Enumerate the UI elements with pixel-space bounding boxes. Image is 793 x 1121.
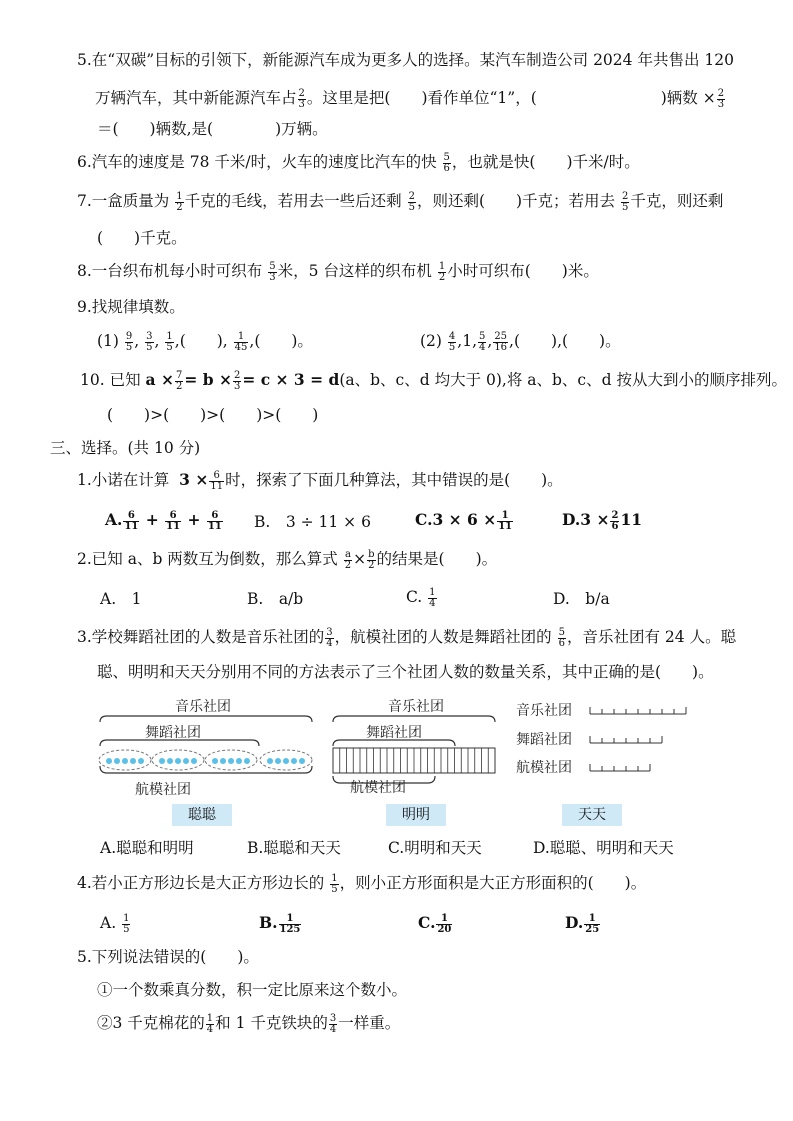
- q5-line3: [97, 119, 328, 139]
- name-tag-mingming: 明明: [386, 804, 446, 826]
- dance-label: 舞蹈社团: [366, 725, 422, 741]
- fraction: [478, 332, 486, 353]
- q9-text: ,( ),( )。: [509, 332, 621, 350]
- fraction: [438, 262, 446, 283]
- denominator: 125: [279, 923, 301, 935]
- numerator: 1: [206, 1012, 214, 1024]
- numerator: 1: [166, 330, 173, 342]
- q5-text: 。这里是把( )看作单位“1”，( )辆数 ×: [306, 89, 716, 107]
- q5-text: 5.在“双碳”目标的引领下，新能源汽车成为更多人的选择。某汽车制造公司 2024 年共售出 120: [77, 51, 734, 69]
- numerator: 3: [146, 330, 153, 342]
- c2-option-b[interactable]: B. a/b: [247, 590, 304, 608]
- c2-text: 的结果是( )。: [376, 550, 498, 568]
- numerator: 1: [123, 912, 130, 924]
- c2-text: 2.已知 a、b 两数互为倒数，那么算式: [77, 550, 338, 568]
- denominator: 25: [585, 923, 600, 935]
- music-label: 音乐社团: [388, 699, 444, 715]
- denominator: 3: [298, 98, 305, 110]
- fraction: [165, 332, 173, 353]
- q7-text: 7.一盒质量为: [77, 192, 170, 210]
- c3-text: ，音乐社团有 24 人。聪: [567, 628, 737, 646]
- denominator: 2: [368, 559, 375, 571]
- music-label: 音乐社团: [516, 703, 572, 719]
- fraction: [436, 914, 452, 935]
- denominator: 5: [166, 341, 173, 353]
- fraction: [344, 550, 352, 571]
- fraction: [558, 628, 566, 649]
- c5-title: [77, 947, 259, 967]
- c4-option-a[interactable]: [100, 913, 131, 935]
- fraction: [209, 471, 224, 492]
- denominator: 11: [498, 520, 513, 532]
- option-label: C.3 × 6 ×: [415, 510, 497, 529]
- denominator: 20: [437, 923, 452, 935]
- fraction: [175, 192, 183, 213]
- denominator: 3: [233, 380, 241, 392]
- denominator: 11: [207, 520, 222, 532]
- q9-text: ,( )。: [249, 332, 313, 350]
- fraction: [206, 1014, 214, 1035]
- fraction: [122, 914, 130, 935]
- q9-text: (2): [420, 332, 442, 350]
- fraction: [123, 511, 139, 532]
- fraction: [325, 628, 333, 649]
- q8-text: 小时可织布( )米。: [447, 262, 599, 280]
- c1-line: [77, 470, 563, 492]
- numerator: 1: [176, 190, 183, 202]
- c3-text: ，航模社团的人数是舞蹈社团的: [334, 628, 552, 646]
- c3-text: 3.学校舞蹈社团的人数是音乐社团的: [77, 628, 325, 646]
- numerator: a: [344, 548, 351, 560]
- denominator: 3: [717, 98, 725, 110]
- option-label: C.: [418, 913, 436, 932]
- c1-option-d[interactable]: [562, 510, 642, 532]
- numerator: 4: [448, 330, 456, 342]
- q10-expr: a ×: [145, 370, 174, 389]
- c5-text: 和 1 千克铁块的: [215, 1014, 328, 1032]
- c2-line: [77, 549, 497, 571]
- model-label: 航模社团: [350, 780, 406, 796]
- q6-text: 6.汽车的速度是 78 千米/时，火车的速度比汽车的快: [77, 153, 437, 171]
- q8-text: 8.一台织布机每小时可织布: [77, 262, 263, 280]
- c4-text: ，则小正方形面积是大正方形面积的( )。: [339, 874, 647, 892]
- c1-option-c[interactable]: [415, 510, 514, 532]
- option-label: D.3 ×: [562, 510, 610, 529]
- q9-text: ,: [134, 332, 140, 350]
- diagram-tiantian: [588, 700, 698, 780]
- dance-label: 舞蹈社团: [516, 732, 572, 748]
- q7-text: ( )千克。: [97, 229, 187, 247]
- c4-option-b[interactable]: [259, 913, 302, 935]
- numerator: 1: [279, 914, 302, 925]
- q9-part1: [97, 331, 313, 353]
- c5-statement-2: [97, 1013, 400, 1035]
- c5-text: ②3 千克棉花的: [97, 1014, 205, 1032]
- q6-line: [77, 152, 640, 174]
- q5-line1: [77, 50, 734, 70]
- fraction: [165, 511, 181, 532]
- c5-text: ①一个数乘真分数，积一定比原来这个数小。: [97, 981, 408, 999]
- q9-text: ,( ),: [174, 332, 228, 350]
- plus-sign: +: [145, 510, 159, 529]
- c1-text: 时，探索了下面几种算法，其中错误的是( )。: [225, 471, 563, 489]
- denominator: 4: [326, 637, 333, 649]
- c4-line: [77, 873, 646, 895]
- fraction: [610, 511, 619, 532]
- q6-text: ，也就是快( )千米/时。: [451, 153, 640, 171]
- denominator: 11: [166, 520, 181, 532]
- c3-line2: [97, 662, 714, 682]
- c5-statement-1: [97, 980, 407, 1000]
- denominator: 2: [176, 201, 183, 213]
- denominator: 5: [125, 341, 133, 353]
- c3-option-d[interactable]: D.聪聪、明明和天天: [533, 839, 674, 857]
- c4-option-c[interactable]: [418, 913, 453, 935]
- fraction: [443, 153, 451, 174]
- option-label: A.: [100, 914, 117, 932]
- fraction: [207, 511, 223, 532]
- dance-label: 舞蹈社团: [145, 725, 201, 741]
- fraction: [428, 588, 436, 609]
- q10-text: ( )>( )>( )>( ): [107, 406, 319, 424]
- section-title: 三、选择。(共 10 分): [50, 439, 201, 457]
- c5-text: 5.下列说法错误的( )。: [77, 948, 259, 966]
- fraction: [584, 914, 600, 935]
- option-label: B.: [259, 913, 278, 932]
- c5-text: 一样重。: [338, 1014, 401, 1032]
- fraction: [279, 914, 302, 935]
- numerator: 2: [408, 190, 415, 202]
- fraction: [621, 192, 629, 213]
- denominator: 6: [558, 637, 565, 649]
- times-sign: ×: [353, 550, 367, 568]
- denominator: 2: [438, 271, 446, 283]
- denominator: 2: [175, 380, 183, 392]
- plus-sign: +: [187, 510, 201, 529]
- denominator: 4: [206, 1023, 214, 1035]
- q5-line2: [95, 88, 726, 110]
- numerator: 1: [234, 332, 249, 343]
- fraction: [329, 1014, 337, 1035]
- q9-text: ,1,: [457, 332, 477, 350]
- c3-option-c[interactable]: C.明明和天天: [388, 839, 482, 857]
- numerator: 1: [429, 586, 436, 598]
- fraction: [408, 192, 416, 213]
- q7-line1: [77, 191, 723, 213]
- numerator: 1: [331, 872, 338, 884]
- c1-option-a[interactable]: [105, 510, 224, 532]
- numerator: 2: [298, 87, 305, 99]
- numerator: 1: [436, 914, 452, 925]
- denominator: 4: [479, 341, 486, 353]
- numerator: 2: [611, 509, 619, 521]
- denominator: 5: [408, 201, 415, 213]
- c4-text: 4.若小正方形边长是大正方形边长的: [77, 874, 325, 892]
- numerator: 1: [584, 914, 600, 925]
- fraction: [268, 262, 276, 283]
- c1-text: 1.小诺在计算: [77, 471, 170, 489]
- numerator: 5: [558, 626, 565, 638]
- fraction: [497, 511, 513, 532]
- q7-text: 千克，则还剩: [630, 192, 724, 210]
- numerator: 1: [497, 511, 513, 522]
- q9-title: [77, 297, 185, 317]
- denominator: 4: [329, 1023, 337, 1035]
- q8-line: [77, 261, 599, 283]
- numerator: 3: [329, 1012, 337, 1024]
- fraction: [448, 332, 456, 353]
- numerator: 25: [494, 330, 508, 342]
- denominator: 16: [494, 341, 508, 353]
- q10-text: (a、b、c、d 均大于 0),将 a、b、c、d 按从大到小的顺序排列。: [339, 371, 787, 389]
- option-label: 11: [620, 510, 643, 529]
- c2-option-a[interactable]: A. 1: [100, 590, 142, 608]
- numerator: 6: [123, 511, 139, 522]
- q9-text: ,: [154, 332, 160, 350]
- q10-line2: [107, 405, 318, 425]
- c3-option-a[interactable]: A.聪聪和明明: [100, 839, 194, 857]
- q7-line2: [97, 228, 187, 248]
- name-tag-tiantian: 天天: [562, 804, 622, 826]
- numerator: 5: [269, 260, 276, 272]
- numerator: 2: [233, 369, 241, 381]
- fraction: [145, 332, 153, 353]
- q9-text: (1): [97, 332, 119, 350]
- denominator: 5: [448, 341, 456, 353]
- denominator: 6: [611, 520, 619, 532]
- numerator: 6: [207, 511, 223, 522]
- fraction: [367, 550, 375, 571]
- music-label: 音乐社团: [175, 699, 231, 715]
- model-label: 航模社团: [516, 760, 572, 776]
- q10-expr: = c × 3 = d: [242, 370, 340, 389]
- q10-text: 10. 已知: [80, 371, 141, 389]
- denominator: 5: [146, 341, 153, 353]
- q7-text: ，则还剩( )千克；若用去: [416, 192, 616, 210]
- denominator: 5: [331, 883, 338, 895]
- denominator: 45: [234, 341, 248, 353]
- model-label: 航模社团: [135, 782, 191, 798]
- c3-text: 聪、明明和天天分别用不同的方法表示了三个社团人数的数量关系，其中正确的是( )。: [97, 663, 714, 681]
- fraction: [233, 371, 241, 392]
- denominator: 2: [344, 559, 352, 571]
- q10-expr: = b ×: [184, 370, 232, 389]
- numerator: 2: [621, 190, 629, 202]
- c4-option-d[interactable]: [565, 913, 601, 935]
- fraction: [125, 332, 133, 353]
- option-label: A.: [105, 510, 123, 529]
- option-label: C.: [406, 588, 423, 606]
- c2-option-c[interactable]: [406, 587, 438, 609]
- c1-option-b[interactable]: B. 3 ÷ 11 × 6: [254, 513, 371, 531]
- denominator: 3: [269, 271, 276, 283]
- option-label: D.: [565, 913, 584, 932]
- denominator: 5: [621, 201, 629, 213]
- q5-text: 万辆汽车，其中新能源汽车占: [95, 89, 297, 107]
- numerator: 5: [479, 330, 486, 342]
- fraction: [717, 89, 725, 110]
- numerator: 6: [209, 471, 224, 482]
- fraction: [234, 332, 249, 353]
- diagram-congcong-groups: [97, 748, 327, 778]
- fraction: [175, 371, 183, 392]
- fraction: [330, 874, 338, 895]
- fraction: [493, 332, 508, 353]
- denominator: 11: [210, 480, 224, 492]
- name-tag-congcong: 聪聪: [172, 804, 232, 826]
- q7-text: 千克的毛线，若用去一些后还剩: [184, 192, 402, 210]
- denominator: 6: [443, 162, 450, 174]
- q5-text: ＝( )辆数,是( )万辆。: [97, 120, 328, 138]
- q9-part2: [420, 331, 621, 353]
- c3-option-b[interactable]: B.聪聪和天天: [247, 839, 341, 857]
- c3-line1: [77, 627, 736, 649]
- numerator: 6: [165, 511, 181, 522]
- q10-line1: [80, 370, 787, 392]
- c1-expr: 3 ×: [179, 470, 209, 489]
- c2-option-d[interactable]: D. b/a: [553, 590, 610, 608]
- numerator: 3: [326, 626, 333, 638]
- denominator: 11: [124, 520, 139, 532]
- numerator: b: [368, 548, 375, 560]
- numerator: 1: [438, 260, 446, 272]
- numerator: 9: [125, 330, 133, 342]
- denominator: 4: [429, 597, 436, 609]
- q9-text: 9.找规律填数。: [77, 298, 185, 316]
- denominator: 5: [123, 923, 130, 935]
- fraction: [298, 89, 306, 110]
- q9-text: ,: [487, 332, 493, 350]
- numerator: 7: [175, 369, 183, 381]
- numerator: 2: [717, 87, 725, 99]
- numerator: 5: [443, 151, 450, 163]
- q8-text: 米，5 台这样的织布机: [277, 262, 432, 280]
